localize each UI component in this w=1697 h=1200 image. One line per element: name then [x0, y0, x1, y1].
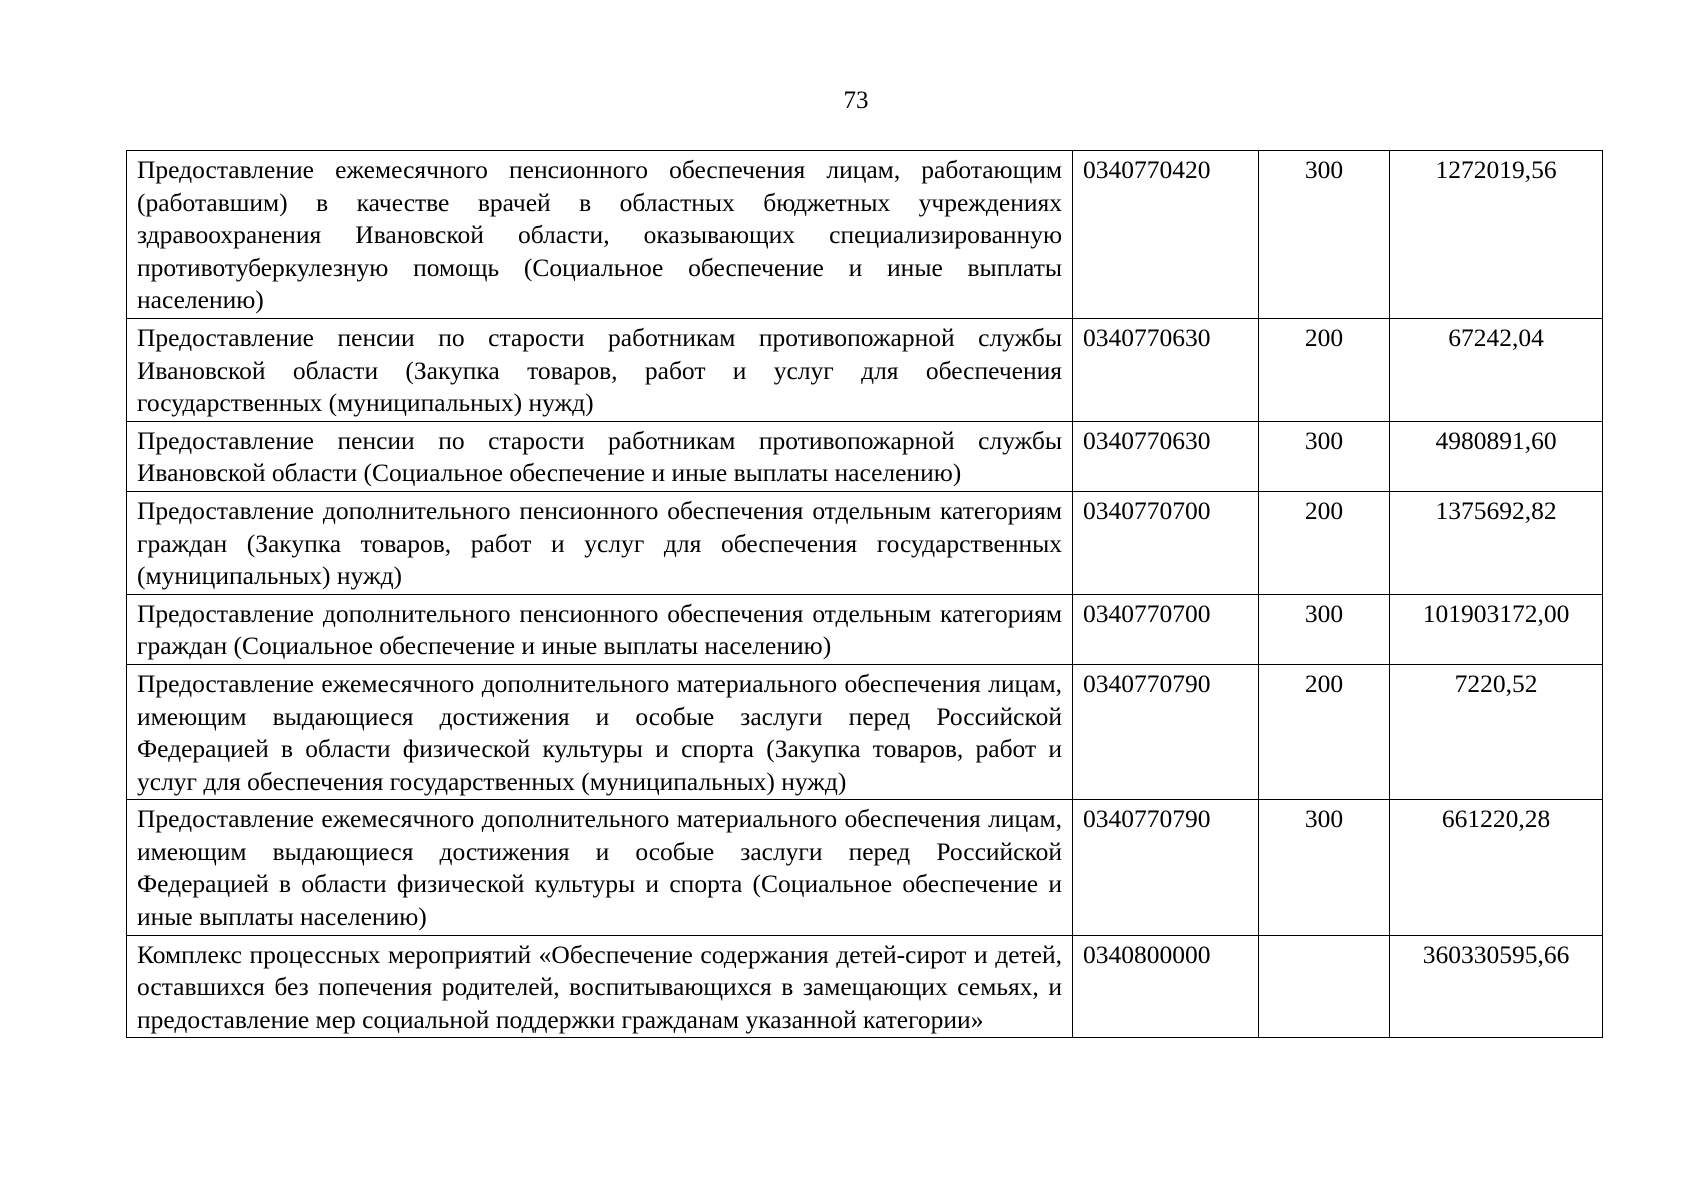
row-description: Предоставление ежемесячного дополнительного материального обеспечения лицам, имеющим выдающиеся достижения и особые заслуги перед Российской Федерацией в области физической культуры и спорта (Закупка товаров, работ и услуг для обеспечения государственных (муниципальных) нужд) — [127, 664, 1073, 799]
table-row — [127, 421, 1603, 491]
table-row — [127, 800, 1603, 935]
amount: 1272019,56 — [1390, 151, 1603, 319]
expense-type-code: 200 — [1259, 664, 1390, 799]
table-row — [127, 935, 1603, 1038]
expense-type-code: 300 — [1259, 421, 1390, 491]
row-description: Комплекс процессных мероприятий «Обеспечение содержания детей-сирот и детей, оставшихся без попечения родителей, воспитывающихся в замещающих семьях, и предоставление мер социальной поддержки гражданам указанной категории» — [127, 935, 1073, 1038]
row-description: Предоставление ежемесячного дополнительного материального обеспечения лицам, имеющим выдающиеся достижения и особые заслуги перед Российской Федерацией в области физической культуры и спорта (Социальное обеспечение и иные выплаты населению) — [127, 800, 1073, 935]
target-article-code: 0340770630 — [1073, 421, 1259, 491]
target-article-code: 0340800000 — [1073, 935, 1259, 1038]
row-description: Предоставление дополнительного пенсионного обеспечения отдельным категориям граждан (Закупка товаров, работ и услуг для обеспечения государственных (муниципальных) нужд) — [127, 491, 1073, 594]
expense-type-code: 200 — [1259, 318, 1390, 421]
page-number: 73 — [843, 87, 869, 114]
row-description: Предоставление пенсии по старости работникам противопожарной службы Ивановской области (Закупка товаров, работ и услуг для обеспечения государственных (муниципальных) нужд) — [127, 318, 1073, 421]
table-row — [127, 594, 1603, 664]
target-article-code: 0340770630 — [1073, 318, 1259, 421]
target-article-code: 0340770700 — [1073, 594, 1259, 664]
row-description: Предоставление пенсии по старости работникам противопожарной службы Ивановской области (Социальное обеспечение и иные выплаты населению) — [127, 421, 1073, 491]
expense-type-code: 300 — [1259, 151, 1390, 319]
amount: 1375692,82 — [1390, 491, 1603, 594]
target-article-code: 0340770420 — [1073, 151, 1259, 319]
amount: 4980891,60 — [1390, 421, 1603, 491]
amount: 101903172,00 — [1390, 594, 1603, 664]
amount: 661220,28 — [1390, 800, 1603, 935]
amount: 67242,04 — [1390, 318, 1603, 421]
row-description: Предоставление дополнительного пенсионного обеспечения отдельным категориям граждан (Социальное обеспечение и иные выплаты населению) — [127, 594, 1073, 664]
table-row — [127, 151, 1603, 319]
amount: 7220,52 — [1390, 664, 1603, 799]
target-article-code: 0340770700 — [1073, 491, 1259, 594]
target-article-code: 0340770790 — [1073, 800, 1259, 935]
row-description: Предоставление ежемесячного пенсионного обеспечения лицам, работающим (работавшим) в качестве врачей в областных бюджетных учреждениях здравоохранения Ивановской области, оказывающих специализированную противотуберкулезную помощь (Социальное обеспечение и иные выплаты населению) — [127, 151, 1073, 319]
budget-table — [126, 150, 1603, 1038]
expense-type-code: 200 — [1259, 491, 1390, 594]
amount: 360330595,66 — [1390, 935, 1603, 1038]
target-article-code: 0340770790 — [1073, 664, 1259, 799]
expense-type-code — [1259, 935, 1390, 1038]
table-row — [127, 664, 1603, 799]
expense-type-code: 300 — [1259, 594, 1390, 664]
expense-type-code: 300 — [1259, 800, 1390, 935]
table-row — [127, 318, 1603, 421]
table-row — [127, 491, 1603, 594]
